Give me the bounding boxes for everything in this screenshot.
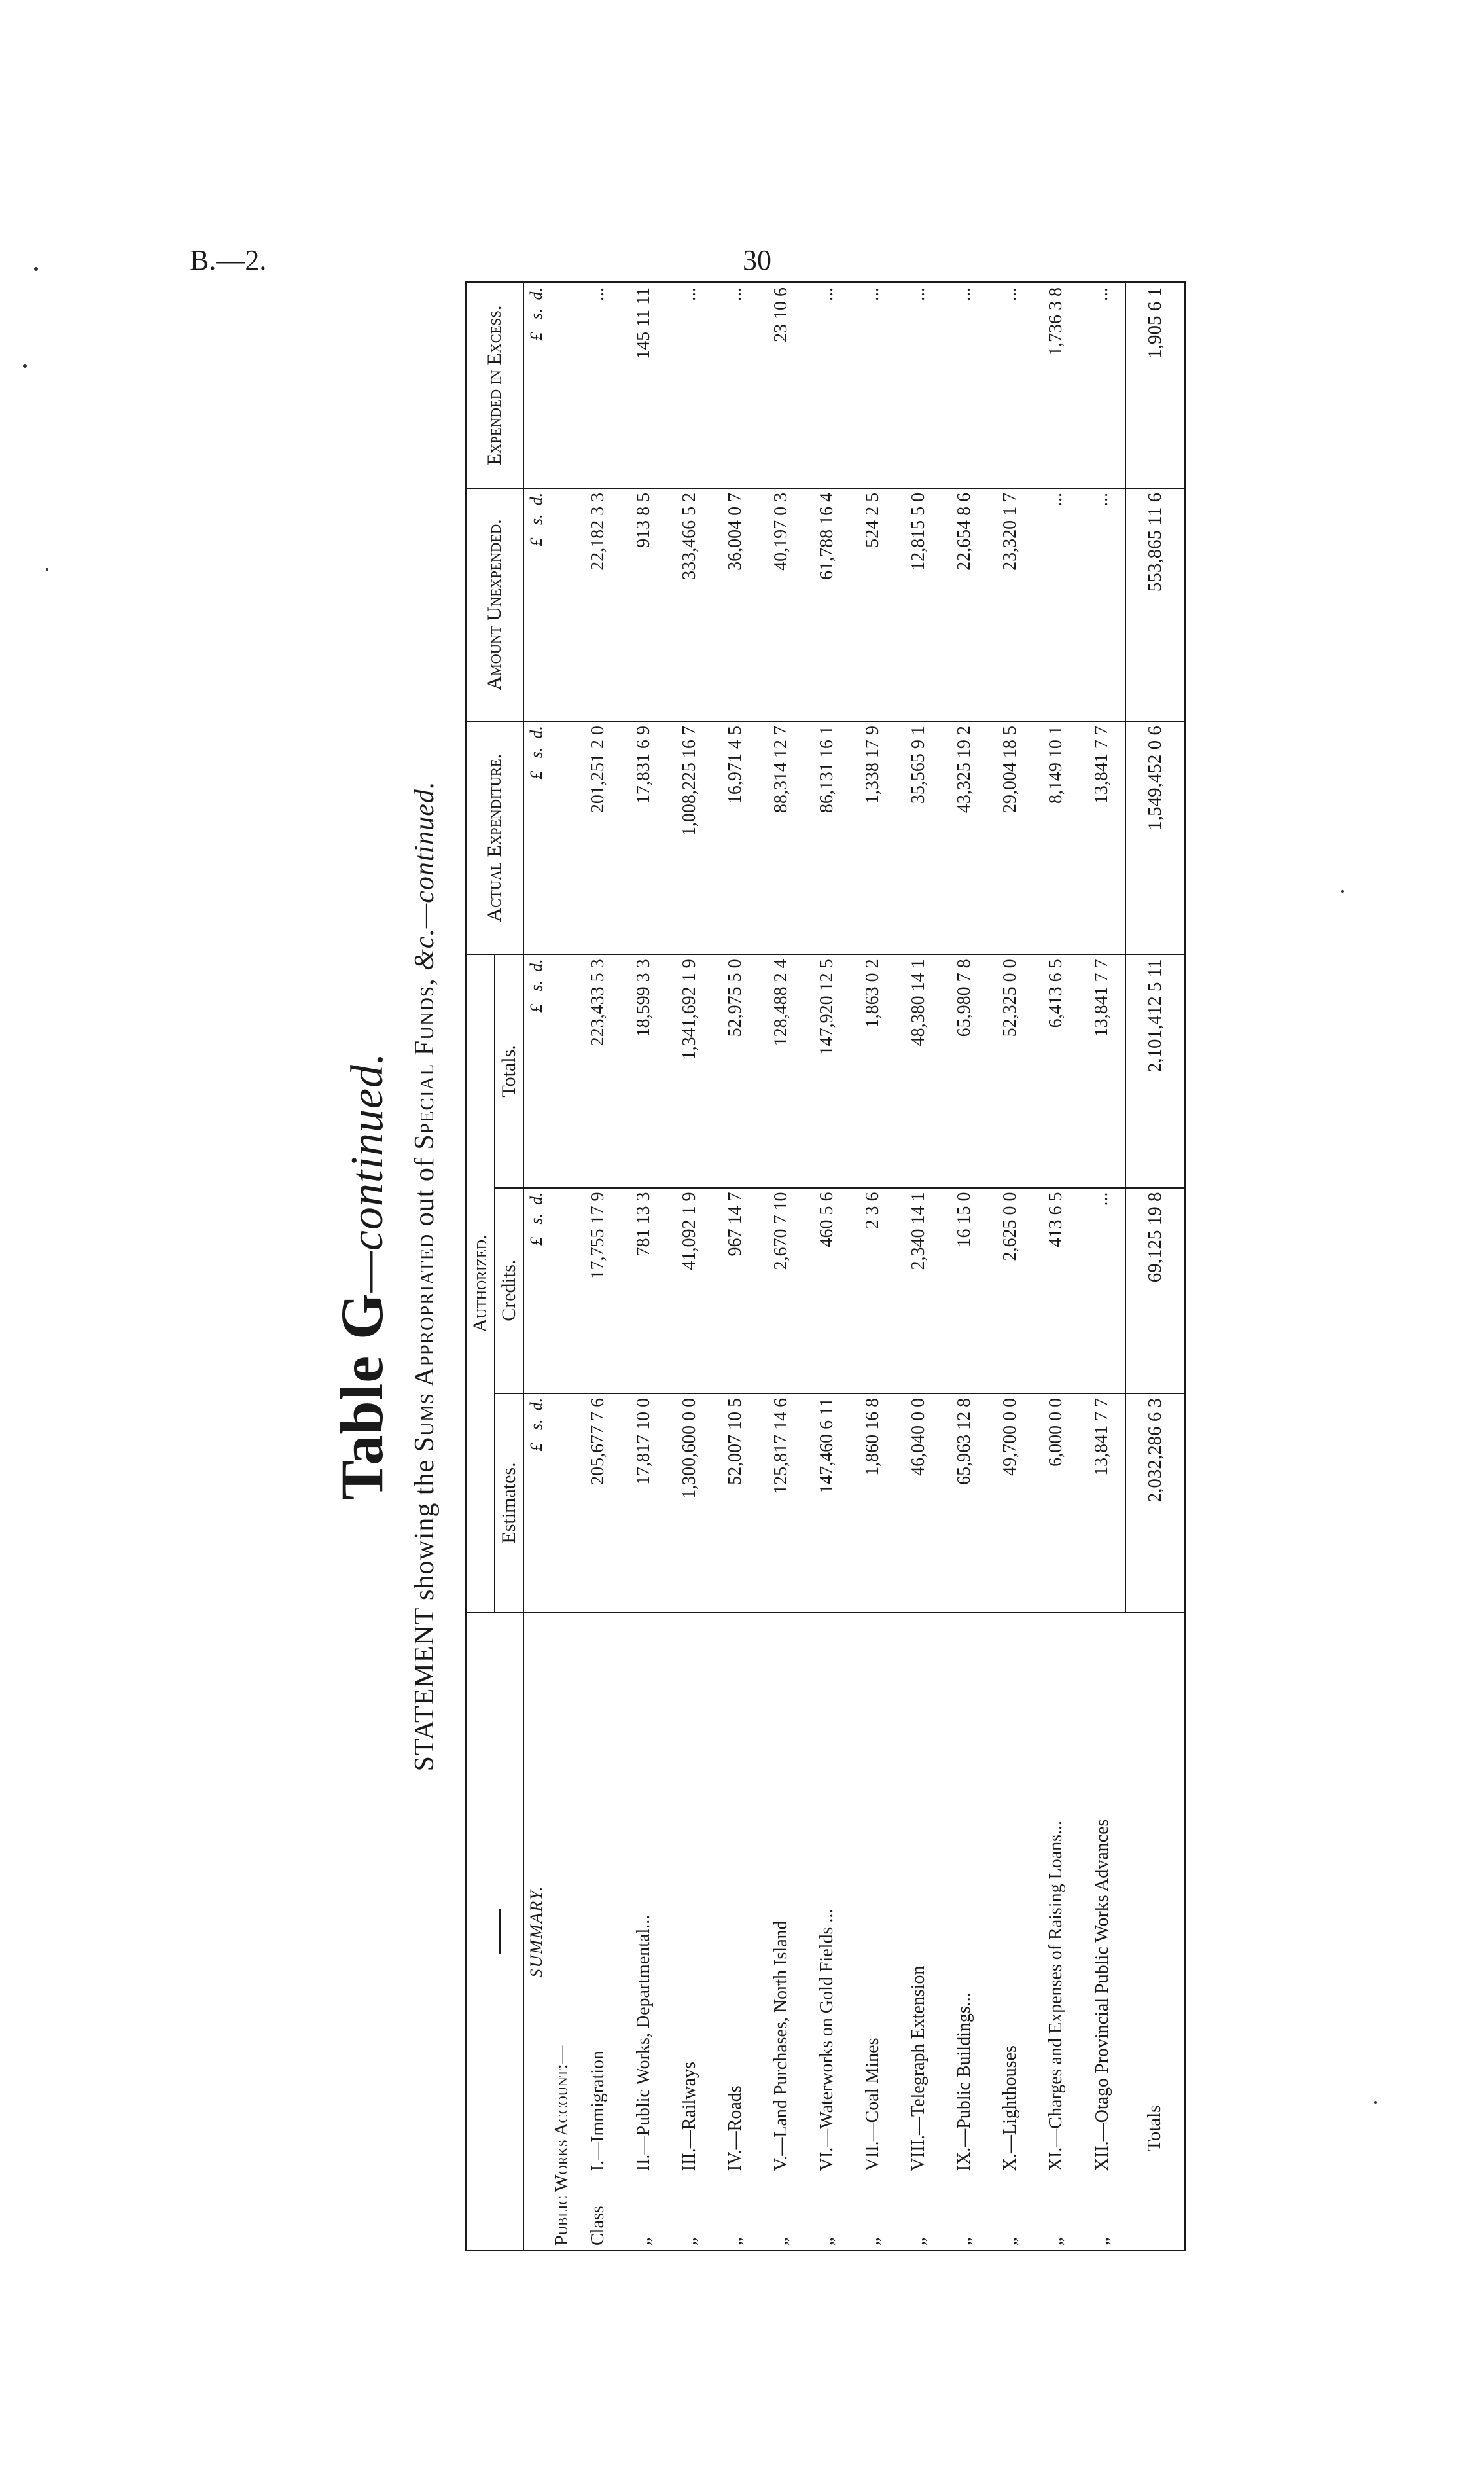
amount-unexpended-cell: 913 8 5 — [621, 488, 667, 721]
estimates-cell: 46,040 0 0 — [896, 1393, 942, 1613]
amount-unexpended-cell: ... — [1033, 488, 1079, 721]
actual-expenditure-cell: 1,338 17 9 — [850, 721, 896, 954]
table-row — [713, 283, 758, 2251]
actual-expenditure-cell: 201,251 2 0 — [575, 721, 621, 954]
page-number: 30 — [743, 244, 771, 276]
units-totals: £ s. d. — [523, 954, 549, 1187]
totals-label: Totals — [1144, 2105, 1165, 2151]
actual-expenditure-cell: 13,841 7 7 — [1079, 721, 1125, 954]
row-label: III.—Railways — [679, 2062, 699, 2172]
amount-unexpended-cell: 22,182 3 3 — [575, 488, 621, 721]
row-label: IV.—Roads — [725, 2085, 745, 2172]
amount-unexpended-cell: 36,004 0 7 — [713, 488, 758, 721]
expended-in-excess-cell: ... — [850, 283, 896, 488]
expended-in-excess-cell: ... — [667, 283, 713, 488]
row-label: XII.—Otago Provincial Public Works Advances — [1091, 1819, 1112, 2172]
total-actual-expenditure: 1,549,452 0 6 — [1125, 721, 1185, 954]
row-prefix: „ — [771, 2237, 791, 2246]
estimates-cell: 205,677 7 6 — [575, 1393, 621, 1613]
statement-table — [465, 281, 1186, 2251]
row-prefix: „ — [725, 2237, 745, 2246]
amount-unexpended-cell: 22,654 8 6 — [942, 488, 987, 721]
speck — [1374, 2101, 1377, 2104]
actual-expenditure-cell: 8,149 10 1 — [1033, 721, 1079, 954]
expended-in-excess-cell: 1,736 3 8 — [1033, 283, 1079, 488]
row-prefix: „ — [1000, 2237, 1020, 2246]
row-prefix: „ — [862, 2237, 883, 2246]
table-row — [850, 283, 896, 2251]
total-expended-in-excess: 1,905 6 1 — [1125, 283, 1185, 488]
row-label: II.—Public Works, Departmental... — [633, 1914, 654, 2172]
actual-expenditure-cell: 17,831 6 9 — [621, 721, 667, 954]
estimates-cell: 1,300,600 0 0 — [667, 1393, 713, 1613]
actual-expenditure-cell: 86,131 16 1 — [804, 721, 850, 954]
credits-cell: 460 5 6 — [804, 1188, 850, 1393]
credits-cell: 41,092 1 9 — [667, 1188, 713, 1393]
estimates-cell: 147,460 6 11 — [804, 1393, 850, 1613]
units-row — [523, 283, 549, 2251]
table-row — [896, 283, 942, 2251]
totals-cell: 52,325 0 0 — [987, 954, 1033, 1187]
table-row — [667, 283, 713, 2251]
speck — [46, 568, 48, 571]
table-row — [621, 283, 667, 2251]
actual-expenditure-cell: 88,314 12 7 — [758, 721, 804, 954]
totals-cell: 52,975 5 0 — [713, 954, 758, 1187]
row-prefix: „ — [1091, 2237, 1112, 2246]
estimates-cell: 65,963 12 8 — [942, 1393, 987, 1613]
amount-unexpended-header: Amount Unexpended. — [466, 488, 524, 721]
title-suffix: —continued. — [342, 1052, 393, 1293]
units-unexpended: £ s. d. — [523, 488, 549, 721]
authorized-header: Authorized. — [466, 954, 495, 1613]
totals-cell: 223,433 5 3 — [575, 954, 621, 1187]
row-label: VIII.—Telegraph Extension — [908, 1965, 928, 2172]
estimates-cell: 49,700 0 0 — [987, 1393, 1033, 1613]
expended-in-excess-cell: ... — [1079, 283, 1125, 488]
table-row — [758, 283, 804, 2251]
amount-unexpended-cell: 40,197 0 3 — [758, 488, 804, 721]
actual-expenditure-cell: 29,004 18 5 — [987, 721, 1033, 954]
expended-in-excess-cell: 23 10 6 — [758, 283, 804, 488]
credits-header: Credits. — [495, 1188, 523, 1393]
expended-in-excess-cell: 145 11 11 — [621, 283, 667, 488]
actual-expenditure-header: Actual Expenditure. — [466, 721, 524, 954]
table-row — [987, 283, 1033, 2251]
credits-cell: ... — [1079, 1188, 1125, 1393]
row-prefix: „ — [633, 2237, 654, 2246]
row-prefix: „ — [1046, 2237, 1066, 2246]
row-prefix: „ — [908, 2237, 928, 2246]
rotated-statement — [301, 262, 1348, 2291]
speck — [23, 364, 27, 368]
credits-cell: 16 15 0 — [942, 1188, 987, 1393]
row-label: X.—Lighthouses — [1000, 2045, 1020, 2172]
title-main: Table G — [328, 1292, 395, 1501]
totals-cell: 1,341,692 1 9 — [667, 954, 713, 1187]
amount-unexpended-cell: 333,466 5 2 — [667, 488, 713, 721]
row-prefix: Class — [588, 2206, 608, 2246]
account-heading-row — [549, 283, 575, 2251]
expended-in-excess-cell: ... — [896, 283, 942, 488]
estimates-cell: 1,860 16 8 — [850, 1393, 896, 1613]
table-row — [1033, 283, 1079, 2251]
row-label: VII.—Coal Mines — [862, 2037, 883, 2172]
credits-cell: 413 6 5 — [1033, 1188, 1079, 1393]
description-header — [466, 1613, 524, 2250]
estimates-cell: 6,000 0 0 — [1033, 1393, 1079, 1613]
expended-in-excess-cell: ... — [575, 283, 621, 488]
expended-in-excess-cell: ... — [942, 283, 987, 488]
totals-cell: 18,599 3 3 — [621, 954, 667, 1187]
totals-header: Totals. — [495, 954, 523, 1187]
estimates-header: Estimates. — [495, 1393, 523, 1613]
expended-in-excess-header: Expended in Excess. — [466, 283, 524, 488]
row-label: I.—Immigration — [588, 2050, 608, 2172]
amount-unexpended-cell: 524 2 5 — [850, 488, 896, 721]
document-reference: B.—2. — [190, 244, 267, 276]
totals-cell: 128,488 2 4 — [758, 954, 804, 1187]
actual-expenditure-cell: 35,565 9 1 — [896, 721, 942, 954]
total-amount-unexpended: 553,865 11 6 — [1125, 488, 1185, 721]
row-label: VI.—Waterworks on Gold Fields ... — [817, 1909, 837, 2172]
expended-in-excess-cell: ... — [713, 283, 758, 488]
statement-subtitle — [409, 262, 440, 2291]
units-excess: £ s. d. — [523, 283, 549, 488]
table-row — [1079, 283, 1125, 2251]
totals-cell: 6,413 6 5 — [1033, 954, 1079, 1187]
speck — [34, 267, 38, 271]
expended-in-excess-cell: ... — [804, 283, 850, 488]
account-heading: Public Works Account:— — [552, 2045, 572, 2246]
row-prefix: „ — [954, 2237, 974, 2246]
credits-cell: 967 14 7 — [713, 1188, 758, 1393]
credits-cell: 2,340 14 1 — [896, 1188, 942, 1393]
credits-cell: 17,755 17 9 — [575, 1188, 621, 1393]
row-label: IX.—Public Buildings... — [954, 1992, 974, 2172]
totals-cell: 1,863 0 2 — [850, 954, 896, 1187]
amount-unexpended-cell: 23,320 1 7 — [987, 488, 1033, 721]
table-row — [575, 283, 621, 2251]
subtitle-sums: Sums Appropriated — [410, 1233, 440, 1452]
subtitle-mid: out of — [410, 1157, 440, 1227]
estimates-cell: 13,841 7 7 — [1079, 1393, 1125, 1613]
table-row — [804, 283, 850, 2251]
table-row — [942, 283, 987, 2251]
subtitle-tail: &c.—continued. — [410, 781, 440, 971]
table-title — [327, 262, 397, 2291]
totals-row — [1125, 283, 1185, 2251]
credits-cell: 2,625 0 0 — [987, 1188, 1033, 1393]
summary-heading: SUMMARY. — [527, 1885, 546, 1978]
actual-expenditure-cell: 16,971 4 5 — [713, 721, 758, 954]
actual-expenditure-cell: 1,008,225 16 7 — [667, 721, 713, 954]
estimates-cell: 125,817 14 6 — [758, 1393, 804, 1613]
total-estimates: 2,032,286 6 3 — [1125, 1393, 1185, 1613]
units-estimates: £ s. d. — [523, 1393, 549, 1613]
totals-cell: 13,841 7 7 — [1079, 954, 1125, 1187]
totals-cell: 147,920 12 5 — [804, 954, 850, 1187]
amount-unexpended-cell: ... — [1079, 488, 1125, 721]
subtitle-lead: STATEMENT showing the — [410, 1459, 440, 1772]
row-prefix: „ — [679, 2237, 699, 2246]
total-credits: 69,125 19 8 — [1125, 1188, 1185, 1393]
subtitle-funds: Special Funds, — [410, 978, 440, 1150]
total-totals: 2,101,412 5 11 — [1125, 954, 1185, 1187]
amount-unexpended-cell: 12,815 5 0 — [896, 488, 942, 721]
row-label: XI.—Charges and Expenses of Raising Loans... — [1046, 1820, 1066, 2172]
estimates-cell: 52,007 10 5 — [713, 1393, 758, 1613]
totals-cell: 48,380 14 1 — [896, 954, 942, 1187]
row-prefix: „ — [817, 2237, 837, 2246]
units-actual: £ s. d. — [523, 721, 549, 954]
amount-unexpended-cell: 61,788 16 4 — [804, 488, 850, 721]
units-credits: £ s. d. — [523, 1188, 549, 1393]
credits-cell: 2 3 6 — [850, 1188, 896, 1393]
credits-cell: 781 13 3 — [621, 1188, 667, 1393]
expended-in-excess-cell: ... — [987, 283, 1033, 488]
row-label: V.—Land Purchases, North Island — [771, 1920, 791, 2172]
estimates-cell: 17,817 10 0 — [621, 1393, 667, 1613]
actual-expenditure-cell: 43,325 19 2 — [942, 721, 987, 954]
credits-cell: 2,670 7 10 — [758, 1188, 804, 1393]
totals-cell: 65,980 7 8 — [942, 954, 987, 1187]
